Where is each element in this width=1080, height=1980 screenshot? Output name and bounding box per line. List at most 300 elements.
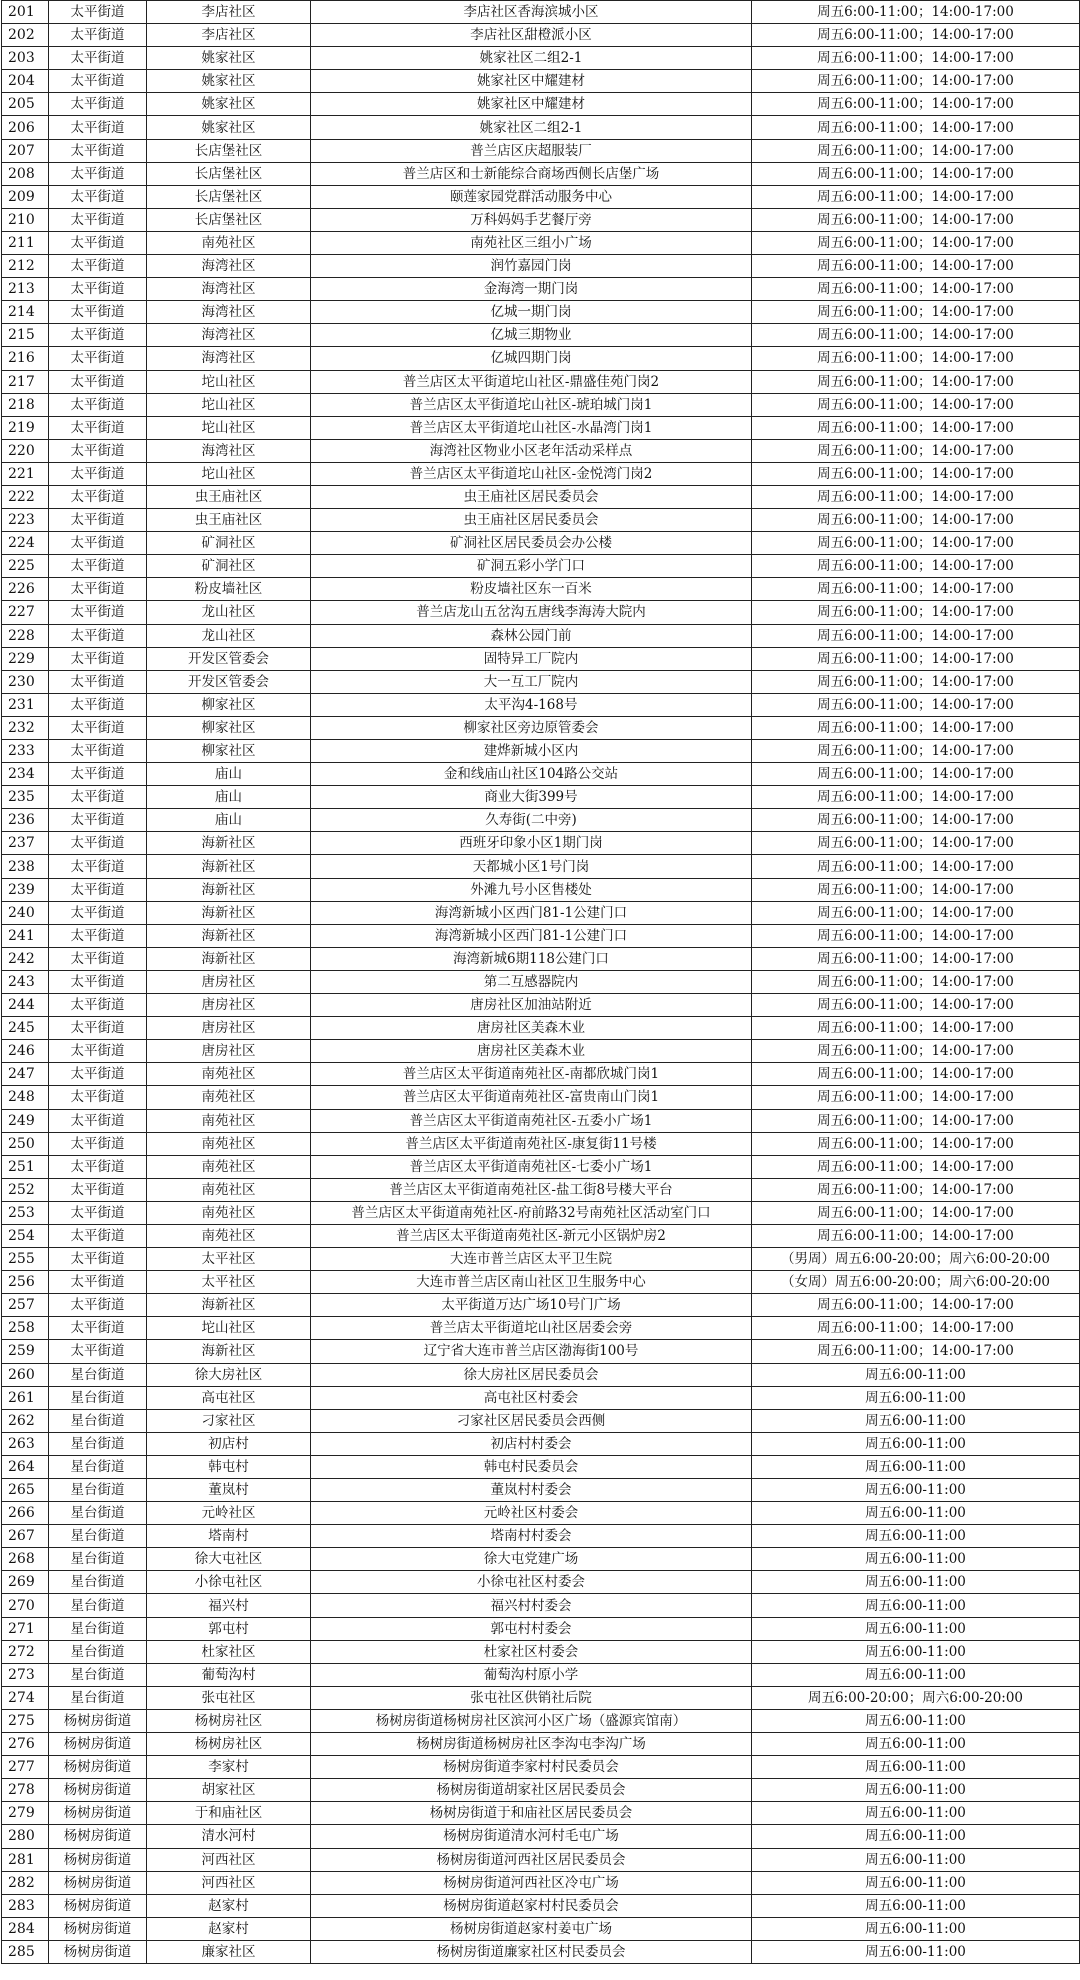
index-cell: 201 [2, 1, 49, 24]
site-cell: 金海湾一期门岗 [311, 278, 752, 301]
site-cell: 润竹嘉园门岗 [311, 255, 752, 278]
community-cell: 坨山社区 [147, 416, 311, 439]
schedule-cell: 周五6:00-11:00；14:00-17:00 [752, 578, 1080, 601]
community-cell: 姚家社区 [147, 116, 311, 139]
table-row [2, 1040, 1080, 1063]
schedule-cell: 周五6:00-11:00；14:00-17:00 [752, 1086, 1080, 1109]
site-cell: 普兰店区太平街道南苑社区-五委小广场1 [311, 1109, 752, 1132]
schedule-cell: 周五6:00-11:00；14:00-17:00 [752, 1063, 1080, 1086]
site-cell: 海湾新城小区西门81-1公建门口 [311, 901, 752, 924]
schedule-cell: 周五6:00-11:00；14:00-17:00 [752, 185, 1080, 208]
site-cell: 唐房社区美森木业 [311, 1017, 752, 1040]
site-cell: 杨树房街道李家村村民委员会 [311, 1756, 752, 1779]
site-cell: 柳家社区旁边原管委会 [311, 716, 752, 739]
index-cell: 240 [2, 901, 49, 924]
site-cell: 唐房社区美森木业 [311, 1040, 752, 1063]
table-row [2, 1017, 1080, 1040]
site-cell: 虫王庙社区居民委员会 [311, 509, 752, 532]
index-cell: 214 [2, 301, 49, 324]
table-row [2, 901, 1080, 924]
table-row [2, 70, 1080, 93]
table-row [2, 716, 1080, 739]
street-cell: 杨树房街道 [49, 1779, 147, 1802]
street-cell: 太平街道 [49, 947, 147, 970]
index-cell: 280 [2, 1825, 49, 1848]
site-cell: 金和线庙山社区104路公交站 [311, 763, 752, 786]
schedule-cell: 周五6:00-11:00；14:00-17:00 [752, 301, 1080, 324]
community-cell: 矿洞社区 [147, 555, 311, 578]
schedule-cell: 周五6:00-11:00 [752, 1894, 1080, 1917]
index-cell: 217 [2, 370, 49, 393]
table-row [2, 740, 1080, 763]
table-row [2, 208, 1080, 231]
schedule-cell: 周五6:00-11:00；14:00-17:00 [752, 116, 1080, 139]
street-cell: 太平街道 [49, 532, 147, 555]
schedule-cell: 周五6:00-11:00；14:00-17:00 [752, 1178, 1080, 1201]
site-cell: 久寿街(二中旁) [311, 809, 752, 832]
index-cell: 265 [2, 1479, 49, 1502]
table-row [2, 1409, 1080, 1432]
street-cell: 太平街道 [49, 370, 147, 393]
community-cell: 南苑社区 [147, 1155, 311, 1178]
table-row [2, 1248, 1080, 1271]
index-cell: 227 [2, 601, 49, 624]
index-cell: 233 [2, 740, 49, 763]
site-cell: 矿洞五彩小学门口 [311, 555, 752, 578]
street-cell: 太平街道 [49, 832, 147, 855]
community-cell: 长店堡社区 [147, 208, 311, 231]
community-cell: 南苑社区 [147, 1109, 311, 1132]
table-row [2, 47, 1080, 70]
index-cell: 250 [2, 1132, 49, 1155]
street-cell: 星台街道 [49, 1617, 147, 1640]
street-cell: 星台街道 [49, 1502, 147, 1525]
street-cell: 太平街道 [49, 855, 147, 878]
community-cell: 初店村 [147, 1432, 311, 1455]
site-cell: 固特异工厂院内 [311, 647, 752, 670]
table-row [2, 1178, 1080, 1201]
community-cell: 刁家社区 [147, 1409, 311, 1432]
community-cell: 姚家社区 [147, 47, 311, 70]
schedule-cell: 周五6:00-11:00；14:00-17:00 [752, 601, 1080, 624]
schedule-cell: 周五6:00-11:00；14:00-17:00 [752, 924, 1080, 947]
street-cell: 太平街道 [49, 509, 147, 532]
table-row [2, 1779, 1080, 1802]
site-cell: 元岭社区村委会 [311, 1502, 752, 1525]
community-cell: 胡家社区 [147, 1779, 311, 1802]
schedule-cell: 周五6:00-11:00 [752, 1594, 1080, 1617]
index-cell: 256 [2, 1271, 49, 1294]
street-cell: 太平街道 [49, 1, 147, 24]
index-cell: 279 [2, 1802, 49, 1825]
street-cell: 太平街道 [49, 1224, 147, 1247]
index-cell: 263 [2, 1432, 49, 1455]
index-cell: 271 [2, 1617, 49, 1640]
site-cell: 杨树房街道河西社区冷屯广场 [311, 1871, 752, 1894]
index-cell: 245 [2, 1017, 49, 1040]
community-cell: 郭屯村 [147, 1617, 311, 1640]
index-cell: 216 [2, 347, 49, 370]
index-cell: 223 [2, 509, 49, 532]
site-cell: 颐莲家园党群活动服务中心 [311, 185, 752, 208]
schedule-cell: 周五6:00-11:00 [752, 1571, 1080, 1594]
table-row [2, 162, 1080, 185]
street-cell: 太平街道 [49, 1132, 147, 1155]
site-cell: 姚家社区中耀建材 [311, 93, 752, 116]
street-cell: 杨树房街道 [49, 1709, 147, 1732]
schedule-cell: 周五6:00-11:00；14:00-17:00 [752, 809, 1080, 832]
site-cell: 太平街道万达广场10号门广场 [311, 1294, 752, 1317]
site-cell: 李店社区甜橙派小区 [311, 24, 752, 47]
street-cell: 杨树房街道 [49, 1917, 147, 1940]
schedule-cell: 周五6:00-11:00；14:00-17:00 [752, 393, 1080, 416]
schedule-cell: 周五6:00-11:00；14:00-17:00 [752, 324, 1080, 347]
schedule-cell: 周五6:00-11:00；14:00-17:00 [752, 1317, 1080, 1340]
street-cell: 星台街道 [49, 1455, 147, 1478]
table-row [2, 1594, 1080, 1617]
community-cell: 塔南村 [147, 1525, 311, 1548]
community-cell: 海新社区 [147, 901, 311, 924]
index-cell: 276 [2, 1733, 49, 1756]
index-cell: 212 [2, 255, 49, 278]
street-cell: 太平街道 [49, 994, 147, 1017]
table-row [2, 1848, 1080, 1871]
community-cell: 海新社区 [147, 855, 311, 878]
table-row [2, 878, 1080, 901]
index-cell: 254 [2, 1224, 49, 1247]
site-cell: 李店社区香海滨城小区 [311, 1, 752, 24]
index-cell: 253 [2, 1201, 49, 1224]
table-row [2, 347, 1080, 370]
table-row [2, 1386, 1080, 1409]
street-cell: 太平街道 [49, 693, 147, 716]
schedule-cell: 周五6:00-11:00 [752, 1640, 1080, 1663]
schedule-cell: 周五6:00-11:00；14:00-17:00 [752, 1294, 1080, 1317]
site-cell: 初店村村委会 [311, 1432, 752, 1455]
index-cell: 209 [2, 185, 49, 208]
site-cell: 天都城小区1号门岗 [311, 855, 752, 878]
table-row [2, 1132, 1080, 1155]
street-cell: 杨树房街道 [49, 1871, 147, 1894]
schedule-cell: 周五6:00-11:00 [752, 1709, 1080, 1732]
table-row [2, 763, 1080, 786]
table-row [2, 1709, 1080, 1732]
community-cell: 南苑社区 [147, 231, 311, 254]
index-cell: 203 [2, 47, 49, 70]
schedule-cell: 周五6:00-11:00 [752, 1733, 1080, 1756]
community-cell: 葡萄沟村 [147, 1663, 311, 1686]
schedule-cell: 周五6:00-11:00；14:00-17:00 [752, 1132, 1080, 1155]
street-cell: 太平街道 [49, 185, 147, 208]
schedule-cell: 周五6:00-11:00；14:00-17:00 [752, 93, 1080, 116]
table-row [2, 1317, 1080, 1340]
street-cell: 太平街道 [49, 1017, 147, 1040]
community-cell: 坨山社区 [147, 462, 311, 485]
index-cell: 252 [2, 1178, 49, 1201]
site-cell: 第二互感器院内 [311, 970, 752, 993]
schedule-cell: 周五6:00-11:00；14:00-17:00 [752, 763, 1080, 786]
community-cell: 杨树房社区 [147, 1733, 311, 1756]
schedule-cell: 周五6:00-11:00 [752, 1848, 1080, 1871]
community-cell: 杨树房社区 [147, 1709, 311, 1732]
site-cell: 普兰店区太平街道南苑社区-康复街11号楼 [311, 1132, 752, 1155]
index-cell: 229 [2, 647, 49, 670]
index-cell: 284 [2, 1917, 49, 1940]
street-cell: 杨树房街道 [49, 1940, 147, 1963]
table-row [2, 1617, 1080, 1640]
street-cell: 太平街道 [49, 1086, 147, 1109]
schedule-cell: 周五6:00-11:00；14:00-17:00 [752, 994, 1080, 1017]
community-cell: 开发区管委会 [147, 647, 311, 670]
sampling-sites-table [1, 0, 1080, 1964]
schedule-cell: 周五6:00-11:00 [752, 1617, 1080, 1640]
street-cell: 杨树房街道 [49, 1894, 147, 1917]
table-row [2, 1086, 1080, 1109]
community-cell: 唐房社区 [147, 994, 311, 1017]
table-row [2, 93, 1080, 116]
community-cell: 海湾社区 [147, 439, 311, 462]
site-cell: 董岚村村委会 [311, 1479, 752, 1502]
community-cell: 长店堡社区 [147, 139, 311, 162]
site-cell: 高屯社区村委会 [311, 1386, 752, 1409]
site-cell: 商业大街399号 [311, 786, 752, 809]
index-cell: 231 [2, 693, 49, 716]
index-cell: 202 [2, 24, 49, 47]
table-row [2, 1109, 1080, 1132]
table-row [2, 485, 1080, 508]
table-row [2, 532, 1080, 555]
table-row [2, 1479, 1080, 1502]
community-cell: 海湾社区 [147, 255, 311, 278]
table-row [2, 1063, 1080, 1086]
table-row [2, 1363, 1080, 1386]
table-row [2, 786, 1080, 809]
table-row [2, 185, 1080, 208]
street-cell: 杨树房街道 [49, 1825, 147, 1848]
community-cell: 赵家村 [147, 1917, 311, 1940]
site-cell: 徐大屯党建广场 [311, 1548, 752, 1571]
table-row [2, 601, 1080, 624]
site-cell: 太平沟4-168号 [311, 693, 752, 716]
street-cell: 太平街道 [49, 255, 147, 278]
index-cell: 207 [2, 139, 49, 162]
index-cell: 261 [2, 1386, 49, 1409]
index-cell: 264 [2, 1455, 49, 1478]
schedule-cell: 周五6:00-11:00 [752, 1548, 1080, 1571]
index-cell: 282 [2, 1871, 49, 1894]
street-cell: 太平街道 [49, 93, 147, 116]
street-cell: 星台街道 [49, 1594, 147, 1617]
site-cell: 杨树房街道赵家村姜屯广场 [311, 1917, 752, 1940]
schedule-cell: 周五6:00-11:00 [752, 1779, 1080, 1802]
community-cell: 矿洞社区 [147, 532, 311, 555]
index-cell: 248 [2, 1086, 49, 1109]
community-cell: 李店社区 [147, 24, 311, 47]
index-cell: 244 [2, 994, 49, 1017]
street-cell: 太平街道 [49, 809, 147, 832]
site-cell: 普兰店区太平街道坨山社区-金悦湾门岗2 [311, 462, 752, 485]
table-body [2, 1, 1080, 1964]
street-cell: 太平街道 [49, 70, 147, 93]
street-cell: 太平街道 [49, 278, 147, 301]
index-cell: 242 [2, 947, 49, 970]
community-cell: 庙山 [147, 809, 311, 832]
schedule-cell: 周五6:00-11:00；14:00-17:00 [752, 439, 1080, 462]
table-row [2, 509, 1080, 532]
table-row [2, 624, 1080, 647]
site-cell: 森林公园门前 [311, 624, 752, 647]
index-cell: 225 [2, 555, 49, 578]
site-cell: 万科妈妈手艺餐厅旁 [311, 208, 752, 231]
site-cell: 普兰店区太平街道南苑社区-盐工街8号楼大平台 [311, 1178, 752, 1201]
community-cell: 河西社区 [147, 1871, 311, 1894]
site-cell: 普兰店区太平街道坨山社区-鼎盛佳苑门岗2 [311, 370, 752, 393]
community-cell: 李家村 [147, 1756, 311, 1779]
street-cell: 太平街道 [49, 1294, 147, 1317]
site-cell: 塔南村村委会 [311, 1525, 752, 1548]
street-cell: 太平街道 [49, 139, 147, 162]
schedule-cell: 周五6:00-11:00；14:00-17:00 [752, 162, 1080, 185]
street-cell: 太平街道 [49, 462, 147, 485]
table-row [2, 855, 1080, 878]
table-row [2, 832, 1080, 855]
index-cell: 258 [2, 1317, 49, 1340]
community-cell: 韩屯村 [147, 1455, 311, 1478]
site-cell: 杨树房街道赵家村村民委员会 [311, 1894, 752, 1917]
community-cell: 南苑社区 [147, 1086, 311, 1109]
table-row [2, 1525, 1080, 1548]
site-cell: 普兰店区太平街道南苑社区-南都欣城门岗1 [311, 1063, 752, 1086]
index-cell: 237 [2, 832, 49, 855]
community-cell: 南苑社区 [147, 1063, 311, 1086]
index-cell: 226 [2, 578, 49, 601]
street-cell: 星台街道 [49, 1686, 147, 1709]
schedule-cell: 周五6:00-11:00；14:00-17:00 [752, 947, 1080, 970]
community-cell: 坨山社区 [147, 393, 311, 416]
site-cell: 普兰店区太平街道南苑社区-新元小区锅炉房2 [311, 1224, 752, 1247]
street-cell: 太平街道 [49, 208, 147, 231]
schedule-cell: 周五6:00-11:00；14:00-17:00 [752, 370, 1080, 393]
schedule-cell: 周五6:00-11:00 [752, 1756, 1080, 1779]
index-cell: 232 [2, 716, 49, 739]
index-cell: 260 [2, 1363, 49, 1386]
site-cell: 刁家社区居民委员会西侧 [311, 1409, 752, 1432]
schedule-cell: 周五6:00-11:00 [752, 1802, 1080, 1825]
table-row [2, 1, 1080, 24]
table-row [2, 393, 1080, 416]
community-cell: 姚家社区 [147, 93, 311, 116]
index-cell: 211 [2, 231, 49, 254]
street-cell: 星台街道 [49, 1363, 147, 1386]
street-cell: 星台街道 [49, 1409, 147, 1432]
site-cell: 西班牙印象小区1期门岗 [311, 832, 752, 855]
community-cell: 廉家社区 [147, 1940, 311, 1963]
community-cell: 唐房社区 [147, 1017, 311, 1040]
schedule-cell: 周五6:00-11:00；14:00-17:00 [752, 901, 1080, 924]
table-row [2, 416, 1080, 439]
schedule-cell: 周五6:00-11:00；14:00-17:00 [752, 855, 1080, 878]
site-cell: 福兴村村委会 [311, 1594, 752, 1617]
schedule-cell: 周五6:00-11:00；14:00-17:00 [752, 24, 1080, 47]
community-cell: 龙山社区 [147, 601, 311, 624]
street-cell: 太平街道 [49, 1109, 147, 1132]
street-cell: 太平街道 [49, 47, 147, 70]
index-cell: 236 [2, 809, 49, 832]
street-cell: 太平街道 [49, 601, 147, 624]
community-cell: 海新社区 [147, 1340, 311, 1363]
index-cell: 205 [2, 93, 49, 116]
table-row [2, 647, 1080, 670]
street-cell: 太平街道 [49, 647, 147, 670]
schedule-cell: 周五6:00-11:00 [752, 1825, 1080, 1848]
index-cell: 224 [2, 532, 49, 555]
schedule-cell: 周五6:00-20:00；周六6:00-20:00 [752, 1686, 1080, 1709]
schedule-cell: 周五6:00-11:00；14:00-17:00 [752, 1109, 1080, 1132]
street-cell: 太平街道 [49, 624, 147, 647]
community-cell: 海湾社区 [147, 301, 311, 324]
community-cell: 张屯社区 [147, 1686, 311, 1709]
schedule-cell: 周五6:00-11:00 [752, 1479, 1080, 1502]
index-cell: 257 [2, 1294, 49, 1317]
community-cell: 龙山社区 [147, 624, 311, 647]
schedule-cell: 周五6:00-11:00；14:00-17:00 [752, 970, 1080, 993]
table-row [2, 1756, 1080, 1779]
site-cell: 大连市普兰店区南山社区卫生服务中心 [311, 1271, 752, 1294]
table-row [2, 994, 1080, 1017]
index-cell: 246 [2, 1040, 49, 1063]
index-cell: 255 [2, 1248, 49, 1271]
site-cell: 杨树房街道杨树房社区李沟屯李沟广场 [311, 1733, 752, 1756]
site-cell: 姚家社区中耀建材 [311, 70, 752, 93]
street-cell: 太平街道 [49, 1201, 147, 1224]
table-row [2, 1571, 1080, 1594]
street-cell: 太平街道 [49, 716, 147, 739]
community-cell: 长店堡社区 [147, 162, 311, 185]
schedule-cell: 周五6:00-11:00；14:00-17:00 [752, 47, 1080, 70]
street-cell: 星台街道 [49, 1571, 147, 1594]
site-cell: 韩屯村民委员会 [311, 1455, 752, 1478]
site-cell: 小徐屯社区村委会 [311, 1571, 752, 1594]
schedule-cell: 周五6:00-11:00；14:00-17:00 [752, 878, 1080, 901]
table-row [2, 1340, 1080, 1363]
street-cell: 太平街道 [49, 786, 147, 809]
table-row [2, 1917, 1080, 1940]
street-cell: 太平街道 [49, 1063, 147, 1086]
table-row [2, 924, 1080, 947]
table-row [2, 1894, 1080, 1917]
street-cell: 太平街道 [49, 162, 147, 185]
index-cell: 235 [2, 786, 49, 809]
schedule-cell: 周五6:00-11:00；14:00-17:00 [752, 509, 1080, 532]
community-cell: 柳家社区 [147, 740, 311, 763]
community-cell: 赵家村 [147, 1894, 311, 1917]
schedule-cell: 周五6:00-11:00；14:00-17:00 [752, 740, 1080, 763]
schedule-cell: 周五6:00-11:00；14:00-17:00 [752, 70, 1080, 93]
site-cell: 辽宁省大连市普兰店区渤海街100号 [311, 1340, 752, 1363]
street-cell: 太平街道 [49, 347, 147, 370]
site-cell: 粉皮墙社区东一百米 [311, 578, 752, 601]
community-cell: 柳家社区 [147, 716, 311, 739]
schedule-cell: 周五6:00-11:00 [752, 1663, 1080, 1686]
schedule-cell: 周五6:00-11:00；14:00-17:00 [752, 786, 1080, 809]
street-cell: 太平街道 [49, 901, 147, 924]
index-cell: 270 [2, 1594, 49, 1617]
community-cell: 海新社区 [147, 832, 311, 855]
community-cell: 坨山社区 [147, 1317, 311, 1340]
site-cell: 矿洞社区居民委员会办公楼 [311, 532, 752, 555]
site-cell: 杨树房街道清水河村毛屯广场 [311, 1825, 752, 1848]
site-cell: 亿城四期门岗 [311, 347, 752, 370]
